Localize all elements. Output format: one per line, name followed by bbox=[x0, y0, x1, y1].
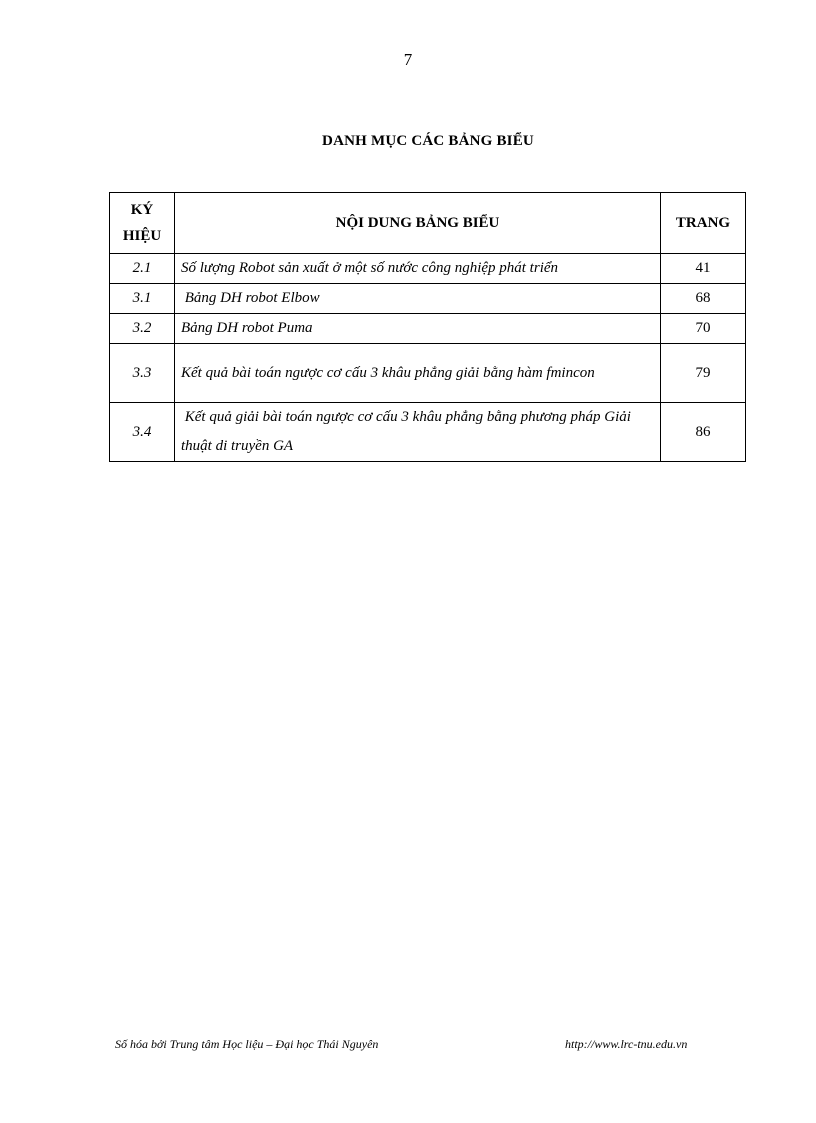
row-content: Số lượng Robot sản xuất ở một số nước công nghiệp phát triển bbox=[175, 254, 661, 284]
table-row bbox=[110, 284, 746, 314]
row-page: 79 bbox=[661, 344, 746, 403]
table-row bbox=[110, 344, 746, 403]
row-code: 3.2 bbox=[110, 314, 175, 344]
page-title: DANH MỤC CÁC BẢNG BIỂU bbox=[322, 133, 534, 149]
footer-source: Số hóa bởi Trung tâm Học liệu – Đại học Thái Nguyên bbox=[115, 1037, 379, 1051]
row-page: 41 bbox=[661, 254, 746, 284]
table-row bbox=[110, 403, 746, 462]
row-content: Kết quả bài toán ngược cơ cấu 3 khâu phẳng giải bằng hàm fmincon bbox=[175, 344, 661, 403]
row-code: 3.1 bbox=[110, 284, 175, 314]
header-content: NỘI DUNG BẢNG BIỂU bbox=[175, 193, 661, 254]
row-page: 68 bbox=[661, 284, 746, 314]
row-content: Bảng DH robot Elbow bbox=[175, 284, 661, 314]
table-row bbox=[110, 254, 746, 284]
row-code: 2.1 bbox=[110, 254, 175, 284]
row-page: 86 bbox=[661, 403, 746, 462]
row-content: Bảng DH robot Puma bbox=[175, 314, 661, 344]
table-of-tables bbox=[109, 192, 746, 462]
table-row bbox=[110, 314, 746, 344]
header-page: TRANG bbox=[661, 193, 746, 254]
row-code: 3.3 bbox=[110, 344, 175, 403]
row-content: Kết quả giải bài toán ngược cơ cấu 3 khâu phẳng bằng phương pháp Giải thuật di truyền GA bbox=[175, 403, 661, 462]
row-code: 3.4 bbox=[110, 403, 175, 462]
footer-url: http://www.lrc-tnu.edu.vn bbox=[565, 1037, 688, 1051]
row-page: 70 bbox=[661, 314, 746, 344]
page-number: 7 bbox=[403, 50, 413, 69]
header-code: KÝ HIỆU bbox=[110, 193, 175, 254]
table-header-row bbox=[110, 193, 746, 254]
